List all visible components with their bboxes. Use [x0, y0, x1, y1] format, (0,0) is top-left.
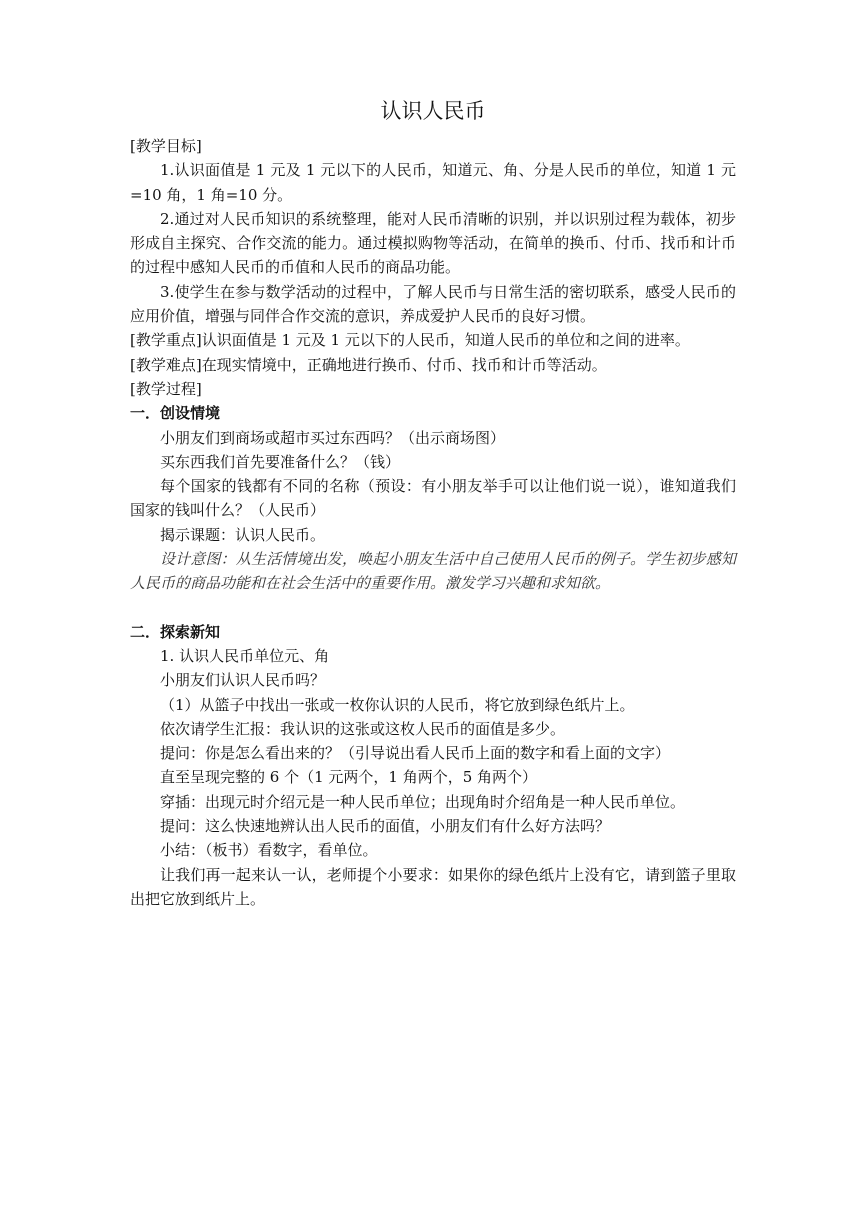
goals-label: [教学目标]: [130, 137, 202, 155]
paragraph: 小朋友们到商场或超市买过东西吗？（出示商场图）: [160, 428, 506, 447]
paragraph: 小结：（板书）看数字，看单位。: [160, 841, 378, 860]
paragraph: 提问：你是怎么看出来的？（引导说出看人民币上面的数字和看上面的文字）: [160, 744, 671, 763]
paragraph: （1）从篮子中找出一张或一枚你认识的人民币，将它放到绿色纸片上。: [160, 695, 635, 714]
paragraph: 让我们再一起来认一认，老师提个小要求：如果你的绿色纸片上没有它，请到篮子里取出把它放到纸片上。: [130, 865, 736, 908]
process-label: [教学过程]: [130, 379, 202, 398]
section1-heading: 一．创设情境: [130, 404, 221, 423]
design-note: 设计意图：从生活情境出发，唤起小朋友生活中自己使用人民币的例子。学生初步感知人民币的商品功能和在社会生活中的重要作用。激发学习兴趣和求知欲。: [130, 550, 736, 593]
goal-item: 3.使学生在参与数学活动的过程中，了解人民币与日常生活的密切联系，感受人民币的应用价值，增强与同伴合作交流的意识，养成爱护人民币的良好习惯。: [130, 282, 736, 326]
key-point: [教学重点]认识面值是 1 元及 1 元以下的人民币，知道人民币的单位和之间的进率。: [130, 331, 690, 350]
paragraph: 1. 认识人民币单位元、角: [160, 646, 330, 665]
document-title: 认识人民币: [380, 99, 486, 123]
paragraph: 每个国家的钱都有不同的名称（预设：有小朋友举手可以让他们说一说），谁知道我们国家的钱叫什么？（人民币）: [130, 477, 736, 520]
goal-item: 1.认识面值是 1 元及 1 元以下的人民币，知道元、角、分是人民币的单位，知道 1 元=10 角，1 角=10 分。: [130, 161, 736, 204]
spacer: [130, 596, 736, 620]
paragraph: 提问：这么快速地辨认出人民币的面值，小朋友们有什么好方法吗？: [160, 817, 611, 836]
paragraph: 小朋友们认识人民币吗？: [160, 671, 326, 690]
goal-item: 2.通过对人民币知识的系统整理，能对人民币清晰的识别，并以识别过程为载体，初步形成自主探究、合作交流的能力。通过模拟购物等活动，在简单的换币、付币、找币和计币的过程中感知人民币的币值和人民币的商品功能。: [130, 209, 736, 277]
paragraph: 直至呈现完整的 6 个（1 元两个，1 角两个，5 角两个）: [160, 768, 538, 787]
paragraph: 买东西我们首先要准备什么？（钱）: [160, 452, 401, 471]
paragraph: 穿插：出现元时介绍元是一种人民币单位；出现角时介绍角是一种人民币单位。: [160, 792, 686, 811]
section2-heading: 二．探索新知: [130, 622, 221, 641]
difficulty: [教学难点]在现实情境中，正确地进行换币、付币、找币和计币等活动。: [130, 355, 607, 374]
document-page: [130, 96, 736, 911]
paragraph: 依次请学生汇报：我认识的这张或这枚人民币的面值是多少。: [160, 719, 566, 738]
paragraph: 揭示课题：认识人民币。: [160, 525, 326, 544]
